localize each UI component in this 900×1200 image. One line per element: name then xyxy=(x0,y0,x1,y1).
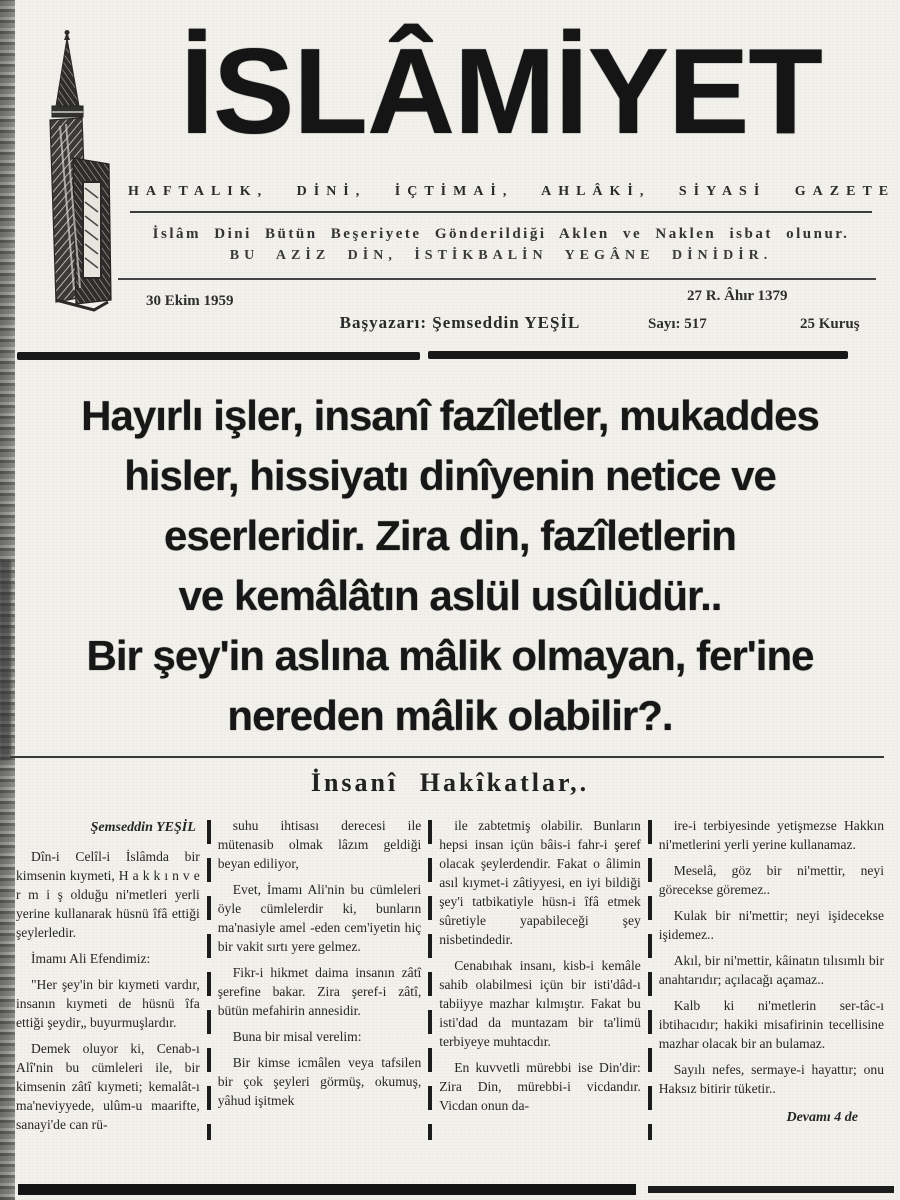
column-divider xyxy=(648,820,652,1140)
article-column-4 xyxy=(659,816,884,1150)
column-divider xyxy=(207,820,211,1140)
masthead-title: İSLÂMİYET xyxy=(180,23,822,159)
headline-line: hisler, hissiyatı dinîyenin netice ve xyxy=(124,452,776,499)
main-headline xyxy=(14,386,886,746)
date-gregorian: 30 Ekim 1959 xyxy=(146,293,234,309)
masthead-subtitle: HAFTALIK, DİNİ, İÇTİMAİ, AHLÂKİ, SİYASİ GAZETE xyxy=(128,184,896,199)
paragraph: Fikr-i hikmet daima insanın zâtî şerefine bakar. Zira şeref-i zâtî, bütün mefahirin annesidir. xyxy=(217,965,422,1018)
minaret-icon xyxy=(16,30,118,318)
price: 25 Kuruş xyxy=(800,316,860,332)
paragraph: Kulak bir ni'mettir; neyi işidecekse işidemez.. xyxy=(658,908,884,942)
thick-rule-left xyxy=(17,352,420,360)
paragraph: Demek oluyor ki, Cenab-ı Alî'nin bu cümleleri ile, bir kimsenin zâtî kıymeti; kemalât-ı ma'neviyyede, ulûm-u maarifte, sanayi'de can rü- xyxy=(16,1041,200,1132)
paragraph: Akıl, bir ni'mettir, kâinatın tılısımlı bir anahtarıdır; açılacağı açamaz.. xyxy=(658,953,884,987)
headline-line: Hayırlı işler, insanî fazîletler, mukaddes xyxy=(81,392,819,439)
paragraph: ire-i terbiyesinde yetişmezse Hakkın ni'metlerini yerli yerine kullanamaz. xyxy=(658,818,884,852)
headline-line: Bir şey'in aslına mâlik olmayan, fer'ine xyxy=(86,632,814,679)
date-hijri: 27 R. Âhır 1379 xyxy=(687,288,788,304)
article-column-3 xyxy=(439,816,641,1150)
continuation-note: Devamı 4 de xyxy=(786,1110,858,1125)
headline-line: ve kemâlâtın aslül usûlüdür.. xyxy=(178,572,722,619)
paragraph: Kalb ki ni'metlerin ser-tâc-ı ibtihacıdır; hakiki misafirinin tecellisine mazhar olacak bir an bulamaz. xyxy=(658,998,884,1051)
paragraph: ile zabtetmiş olabilir. Bunların hepsi insan içün bâis-i fahr-i şeref olacak şeylerdendir. Fakat o âlimin asıl kıymet-i zâtiyyesi, en iyi bildiği şey'i tatbikatiyle hüsn-i îfâ etmek sûretiyle yapabileceği şey nisbetindedir. xyxy=(439,818,641,947)
column-divider xyxy=(428,820,432,1140)
paragraph: Cenabıhak insanı, kisb-i kemâle sahib olabilmesi içün bir isti'dâd-ı tabiiyye mazhar kılmıştır. Fakat bu isti'dad da muntazam bir ta'limü terbiyeye muhtacdır. xyxy=(439,958,641,1049)
scan-blotch xyxy=(0,560,11,760)
bottom-rule-left xyxy=(18,1184,636,1195)
paragraph: İmamı Ali Efendimiz: xyxy=(31,951,151,966)
article-title: İnsanî Hakîkatlar,. xyxy=(310,768,590,797)
paragraph: suhu ihtisası derecesi ile mütenasib olmak lâzım geldiği beyan ediliyor, xyxy=(217,818,422,871)
article-column-1 xyxy=(16,816,200,1150)
paragraph: Evet, İmamı Ali'nin bu cümleleri öyle cümlelerdir ki, bunların ma'nasiyle amel -eden cem'iyetin hiç bir vakit sırtı yere gelmez. xyxy=(217,882,422,954)
paragraph: Bir kimse icmâlen veya tafsilen bir çok şeyleri görmüş, okumuş, yâhud işitmek xyxy=(217,1055,422,1108)
paragraph: En kuvvetli mürebbi ise Din'dir: Zira Din, mürebbi-i vicdandır. Vicdan onun da- xyxy=(439,1060,641,1113)
article-columns xyxy=(16,816,884,1150)
thick-rule-right xyxy=(428,351,848,359)
paragraph: Buna bir misal verelim: xyxy=(232,1029,362,1044)
issue-number: Sayı: 517 xyxy=(648,316,707,332)
article-rule xyxy=(10,756,884,758)
headline-line: eserleridir. Zira din, fazîletlerin xyxy=(164,512,736,559)
headline-line: nereden mâlik olabilir?. xyxy=(227,692,673,739)
paragraph: "Her şey'in bir kıymeti vardır, insanın kıymeti de hüsnü îfa ettiği şeydir„ buyurmuşlardır. xyxy=(16,977,200,1030)
article-column-2 xyxy=(218,816,422,1150)
motto-line-2: BU AZİZ DİN, İSTİKBALİN YEGÂNE DİNİDİR. xyxy=(229,248,773,263)
paragraph: Dîn-i Celîl-i İslâmda bir kimsenin kıymeti, H a k k ı n v e r m i ş olduğu ni'metleri yerli yerine kullanarak hüsnü îfâ ettiği şeylerledir. xyxy=(16,849,200,940)
masthead-rule xyxy=(130,211,872,213)
motto-rule xyxy=(118,278,876,280)
paragraph: Meselâ, göz bir ni'mettir, neyi görecekse göremez.. xyxy=(658,863,884,897)
bottom-rule-right xyxy=(648,1186,894,1193)
editor-line: Başyazarı: Şemseddin YEŞİL xyxy=(339,313,581,332)
article-byline: Şemseddin YEŞİL xyxy=(90,820,196,835)
paragraph: Sayılı nefes, sermaye-i hayattır; onu Haksız bitirir tüketir.. xyxy=(658,1062,884,1096)
motto-line-1: İslâm Dini Bütün Beşeriyete Gönderildiği Aklen ve Naklen isbat olunur. xyxy=(152,226,850,242)
